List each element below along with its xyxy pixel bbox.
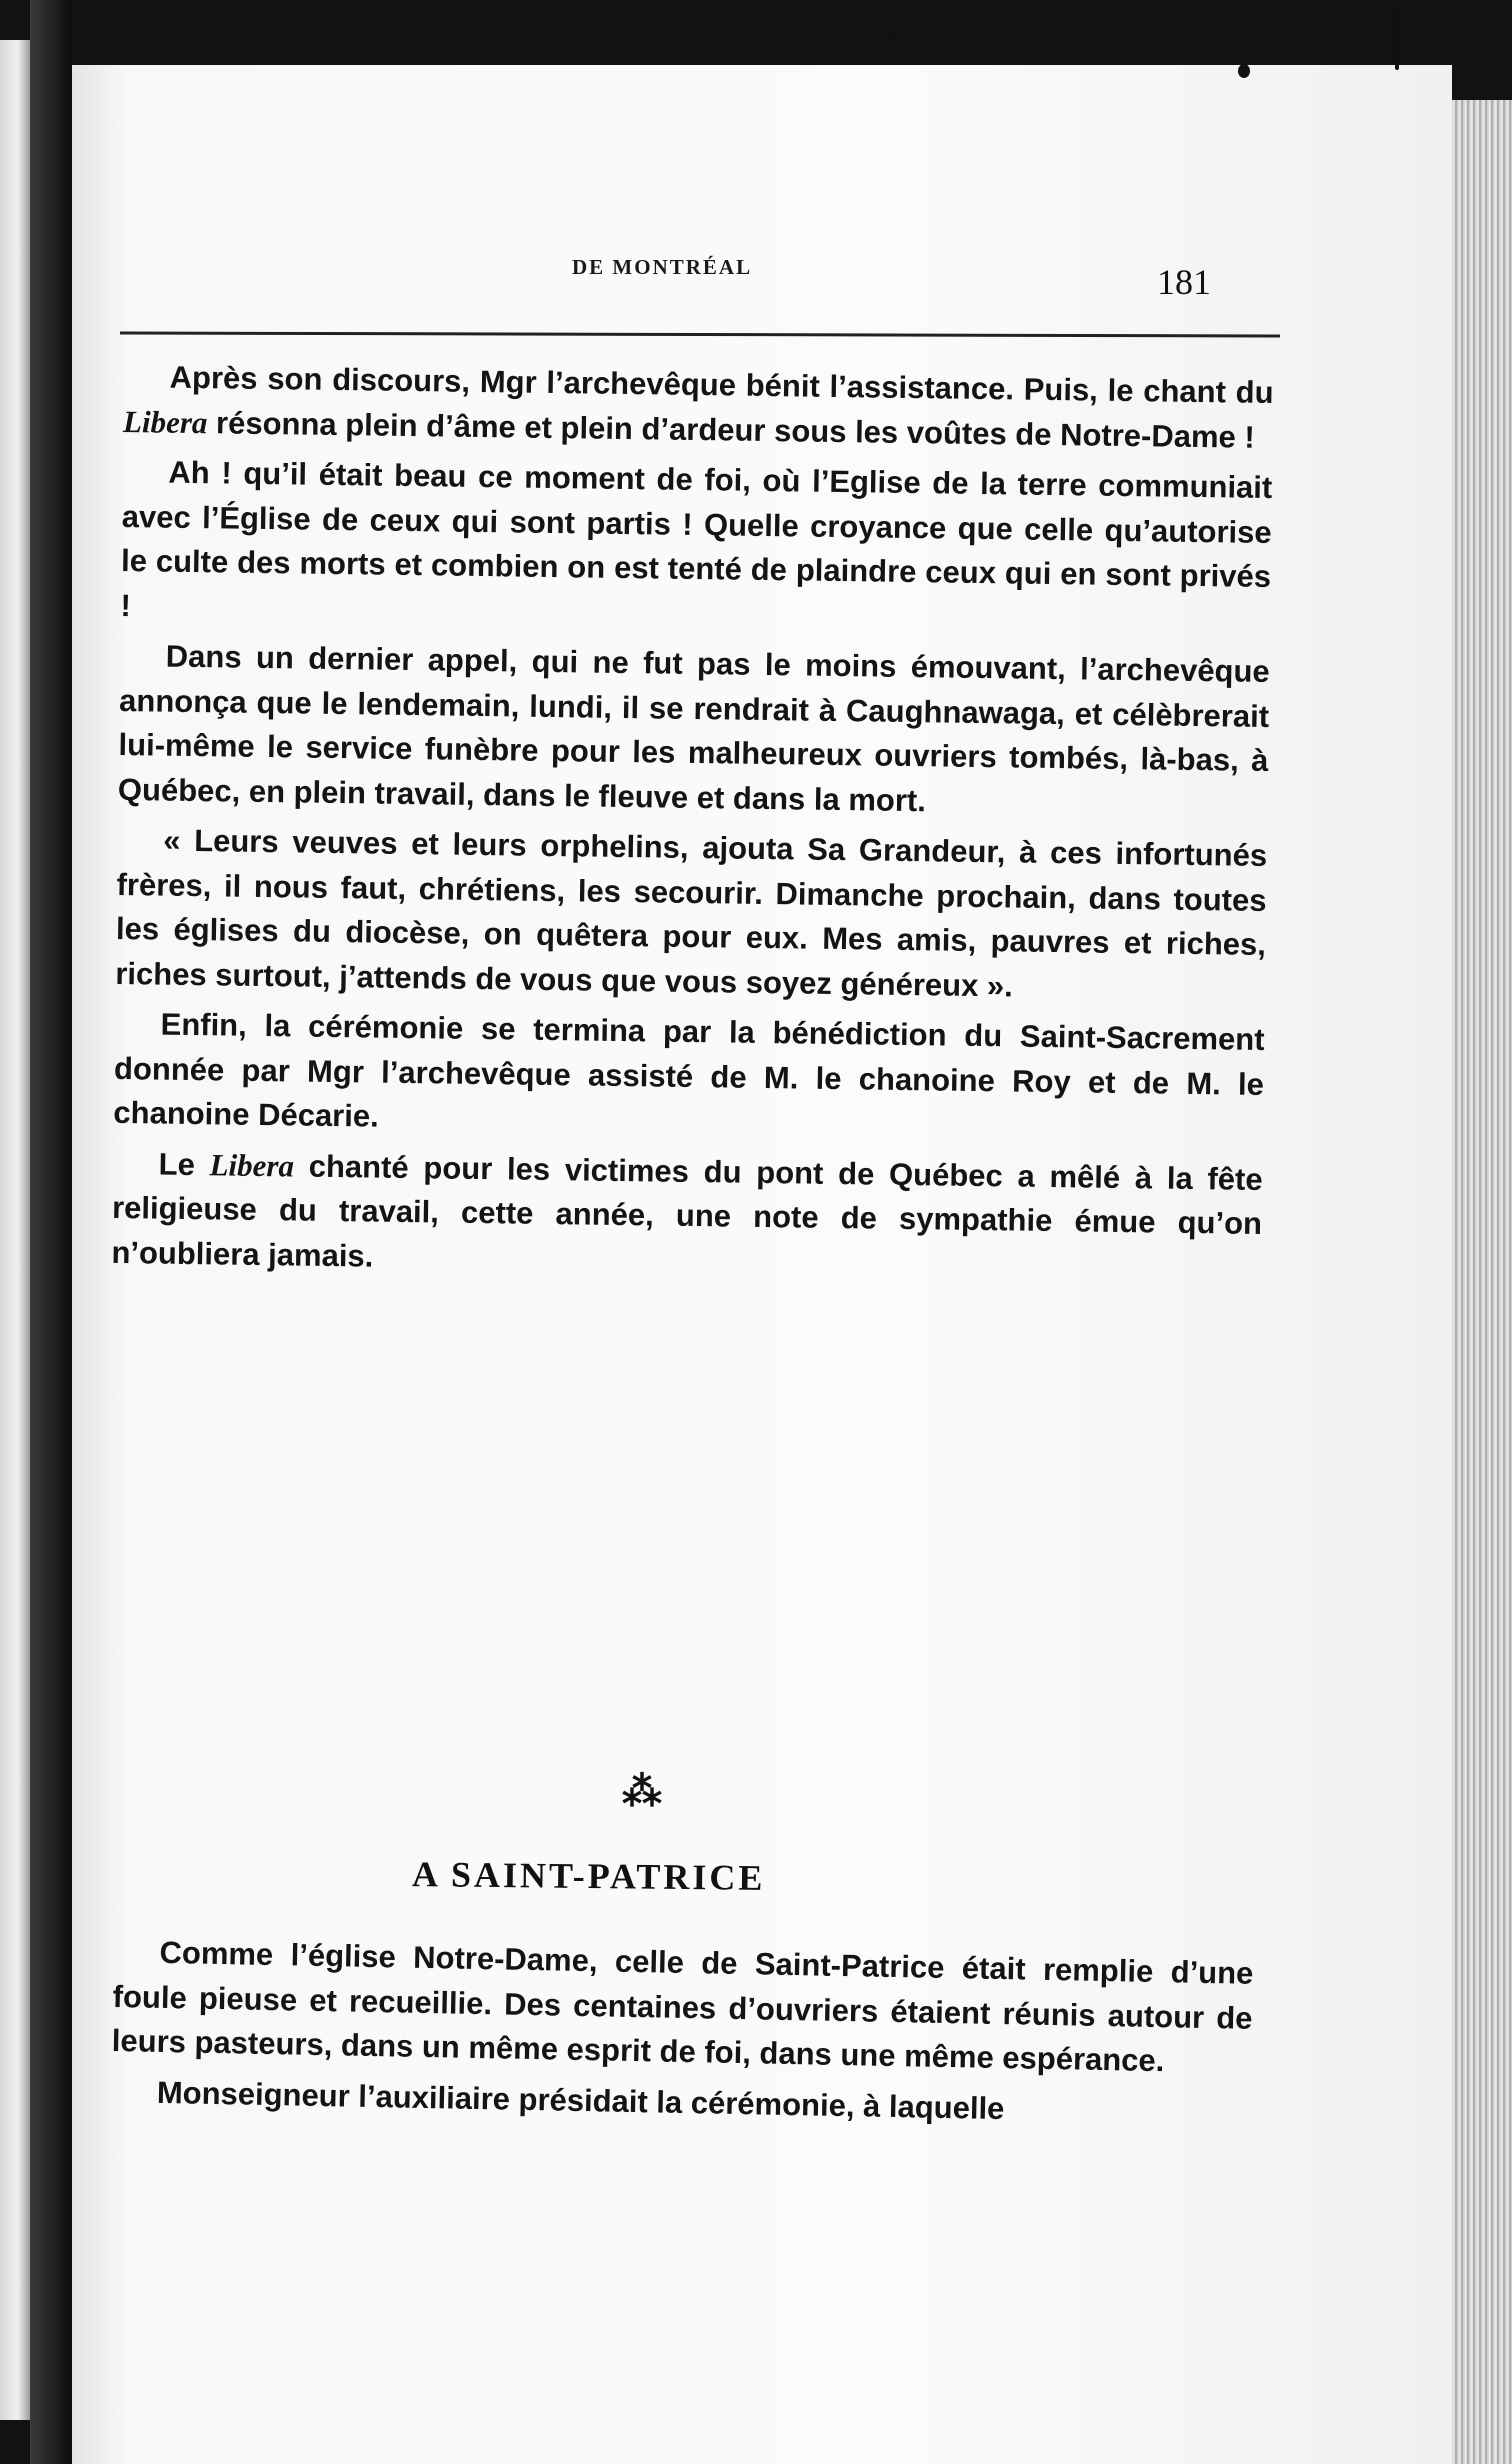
paragraph: Monseigneur l’auxiliaire présidait la cérémonie, à laquelle [156, 2074, 1005, 2126]
page-number: 181 [1157, 262, 1211, 302]
paragraph: Ah ! qu’il était beau ce moment de foi, où l’Eglise de la terre communiait avec l’Église de ceux qui sont partis ! Quelle croyance que celle qu’autorise le culte des morts et combien on est tenté de plaindre ceux qui en sont privés ! [120, 454, 1273, 623]
dust-speck [890, 30, 898, 40]
paragraph: Après son discours, Mgr l’archevêque bénit l’assistance. Puis, le chant du Libera résonna plein d’âme et plein d’ardeur sous les voûtes de Notre-Dame ! [122, 359, 1274, 455]
facing-page-edge [0, 40, 30, 2420]
paragraph: « Leurs veuves et leurs orphelins, ajouta Sa Grandeur, à ces infortunés frères, il nous faut, chrétiens, les secourir. Dimanche prochain, dans toutes les églises du diocèse, on quêtera pour eux. Mes amis, pauvres et riches, riches surtout, j’attends de vous que vous soyez généreux ». [115, 822, 1268, 1003]
book-page [72, 65, 1452, 2464]
dust-speck [1395, 10, 1399, 70]
main-text [111, 355, 1274, 1297]
book-gutter [30, 0, 72, 2464]
paragraph: Enfin, la cérémonie se termina par la bénédiction du Saint-Sacrement donnée par Mgr l’archevêque assisté de M. le chanoine Roy et de M. le chanoine Décarie. [113, 1006, 1265, 1134]
header-rule [120, 331, 1280, 337]
paragraph: Comme l’église Notre-Dame, celle de Saint-Patrice était remplie d’une foule pieuse et recueillie. Des centaines d’ouvriers étaient réunis autour de leurs pasteurs, dans un même esprit de foi, dans une même espérance. [111, 1934, 1254, 2079]
dust-speck [1238, 64, 1250, 78]
section-dinkus: ⁂ [622, 1769, 662, 1814]
section-title: A SAINT-PATRICE [411, 1854, 766, 1898]
italic-title: Libera [209, 1146, 295, 1183]
running-head: DE MONTRÉAL [572, 255, 753, 279]
paragraph: Dans un dernier appel, qui ne fut pas le moins émouvant, l’archevêque annonça que le lendemain, lundi, il se rendrait à Caughnawaga, et célèbrerait lui-même le service funèbre pour les malheureux ouvriers tombés, là-bas, à Québec, en plein travail, dans le fleuve et dans la mort. [117, 638, 1270, 818]
section-text [110, 1930, 1253, 2142]
paragraph: Le Libera chanté pour les victimes du pont de Québec a mêlé à la fête religieuse du travail, cette année, une note de sympathie émue qu’on n’oubliera jamais. [111, 1146, 1263, 1274]
italic-title: Libera [122, 403, 208, 440]
